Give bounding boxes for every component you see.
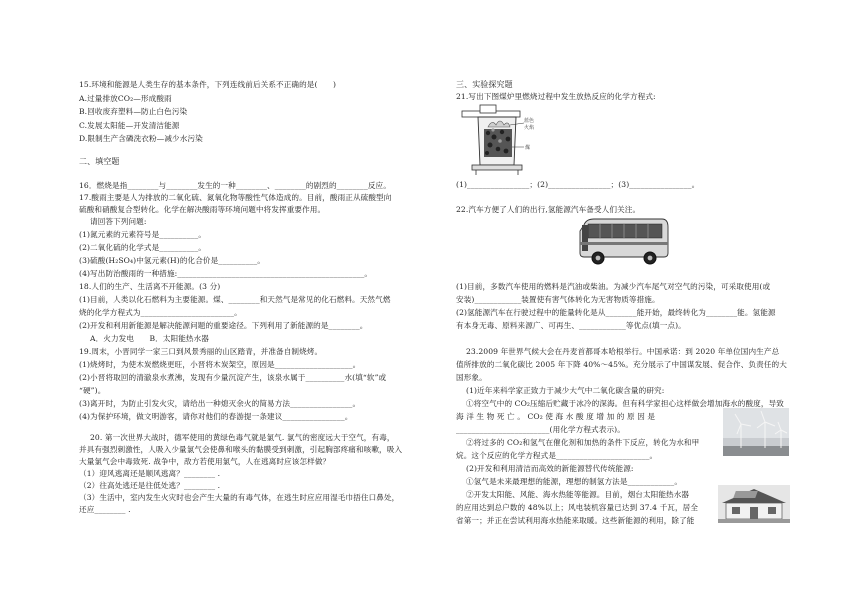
q17-text-1: 17.酸雨主要是人为排放的二氧化硫、氮氧化物等酸性气体造成的。目前，酸雨正从硫酸型向 [79, 193, 392, 202]
q17-item-4: (4)写出防治酸雨的一种措施:________________________________________________。 [79, 269, 373, 278]
q23-item-1-a2: 海 洋 生 物 死 亡 。 CO₂ 使 海 水 酸 度 增 加 的 原 因 是 [456, 412, 656, 421]
bus-figure [578, 215, 670, 267]
q15-option-b: B.回收废弃塑料—防止白色污染 [79, 107, 188, 116]
q17-prompt: 请回答下列问题: [90, 217, 147, 226]
coal-pile [484, 128, 512, 157]
q15-option-d: D.限制生产含磷洗衣粉—减少水污染 [79, 134, 203, 143]
q19-stem: 19.周末，小晋同学一家三口到风景秀丽的山区踏青，并准备自制烧烤。 [79, 347, 323, 356]
house-photo [718, 485, 790, 523]
q23-item-1: (1)近年来科学家正致力于减少大气中二氧化碳含量的研究: [466, 386, 665, 395]
q23-item-2-a: ①氢气是未来最理想的能源，理想的制氢方法是____________。 [466, 477, 683, 486]
q19-item-4: (4)为保护环境，做文明游客，请你对他们的春游提一条建议________________。 [79, 412, 353, 421]
q23-text-3: 国形象。 [456, 373, 487, 382]
q18-item-1a: (1)目前，人类以化石燃料为主要能源。煤、________和天然气是常见的化石燃料。天然气燃 [79, 295, 391, 304]
q17-item-3: (3)硫酸(H₂SO₄)中氢元素(H)的化合价是__________。 [79, 256, 265, 265]
q19-item-2b: “硬”)。 [79, 386, 106, 395]
q22-item-2a: (2)氢能源汽车在行驶过程中的能量转化是从________能开始，最终转化为________能。氢能源 [456, 308, 776, 317]
q17-item-2: (2)二氧化硫的化学式是__________。 [79, 243, 206, 252]
q20-text-1: 20. 第一次世界大战时，德军使用的黄绿色毒气就是氯气. 氯气的密度远大于空气，有毒， [90, 433, 395, 442]
q18-item-2: (2)开发和利用新能源是解决能源问题的重要途径。下列利用了新能源的是________。 [79, 321, 368, 330]
q23-text-2: 值所排放的二氧化碳比 2005 年下降 40%～45%。充分展示了中国谋发展、促合作、负责任的大 [456, 360, 787, 369]
q17-text-2: 硫酸和硝酸复合型转化。化学在解决酸雨等环境问题中将发挥重要作用。 [79, 205, 326, 214]
wind-turbine-photo [723, 408, 789, 456]
q18-item-1b: 烧的化学方程式为________________________。 [79, 308, 242, 317]
q22-item-1b: 安装)____________装置使有害气体转化为无害物质等措施。 [456, 295, 660, 304]
stove-label-flame: 火焰 [524, 125, 535, 131]
q22-stem: 22.汽车方便了人们的出行,氢能源汽车备受人们关注。 [456, 205, 641, 214]
q23-item-2-b3: 省第一；并正在尝试利用海水热能来取暖。这些新能源的利用，除了能 [456, 516, 695, 525]
q21-stem: 21.写出下图煤炉里燃烧过程中发生放热反应的化学方程式: [456, 92, 656, 101]
q23-item-1-a1: ①将空气中的 CO₂压缩后贮藏于冰冷的深海。但有科学家担心这样做会增加海水的酸度，导致 [466, 399, 784, 408]
q15-stem: 15.环境和能源是人类生存的基本条件，下列连线前后关系不正确的是( ) [79, 80, 337, 89]
q23-item-1-b2: 烷。这个反应的化学方程式是________________________。 [456, 451, 658, 460]
q23-item-2: (2)开发和利用清洁而高效的新能源替代传统能源: [466, 464, 634, 473]
stove-label-coal: 煤 [525, 145, 531, 151]
q20-item-3a: （3）生活中，室内发生火灾时也会产生大量的有毒气体，在逃生时应应用湿毛巾捂住口鼻处， [79, 493, 400, 502]
q22-item-1a: (1)目前，多数汽车使用的燃料是汽油或柴油。为减少汽车尾气对空气的污染，可采取使用(或 [456, 282, 771, 291]
q19-item-1: (1)烧烤时，为使木炭燃烧更旺，小晋将木炭架空，原因是____________________。 [79, 360, 361, 369]
q23-text-1: 23.2009 年世界气候大会在丹麦首都哥本哈根举行。中国承诺：到 2020 年单位国内生产总 [466, 347, 780, 356]
q23-item-1-b1: ②将过多的 CO₂和氢气在催化剂和加热的条件下反应，转化为水和甲 [466, 438, 700, 447]
q15-option-c: C.发展太阳能—开发清洁能源 [79, 121, 180, 130]
coal-stove-figure [458, 103, 544, 177]
q23-item-2-b1: ②开发太阳能、风能、海水热能等能源。目前，烟台太阳能热水器 [466, 490, 690, 499]
q19-item-2a: (2)小晋将取回的清澈泉水煮沸，发现有少量沉淀产生，该泉水属于__________水(填“软”或 [79, 373, 387, 382]
stove-label-blue: 蓝色 [524, 118, 535, 124]
section-fill-blank-heading: 二、填空题 [79, 157, 120, 166]
q18-options: A．火力发电 B．太阳能热水器 [90, 334, 209, 343]
q22-item-2b: 有本身无毒、原料来源广、可再生、____________等优点(填一点)。 [456, 321, 686, 330]
q20-text-2: 并具有强烈刺激性，人吸入少量氯气会使鼻和喉头的黏膜受到刺激，引起胸部疼痛和咳嗽，吸入 [79, 445, 403, 454]
q17-item-1: (1)氮元素的元素符号是__________。 [79, 230, 206, 239]
q16-text: 16．燃烧是指________与________发生的一种________、________的剧烈的________反应。 [79, 181, 391, 190]
q20-item-2: （2）往高处逃还是往低处逃？________ . [79, 481, 221, 490]
q18-stem: 18.人们的生产、生活离不开能源。(3 分) [79, 282, 221, 291]
section-experiment-heading: 三、实验探究题 [456, 80, 513, 89]
q15-option-a: A.过量排放CO₂—形成酸雨 [79, 94, 172, 103]
q23-item-2-b2: 的应用达到总户数的 48%以上；风电装机容量已达到 37.4 千瓦，居全 [456, 503, 699, 512]
q20-text-3: 大量氯气会中毒致死. 战争中，敌方若使用氯气，人在逃离时应该怎样做？ [79, 457, 331, 466]
q20-item-3b: 还应________ . [79, 505, 131, 514]
q21-answers: (1)________________；(2)________________；(3)________________。 [456, 180, 700, 189]
q20-item-1: （1）迎风逃离还是顺风逃离？________ . [79, 469, 221, 478]
q19-item-3: (3)离开时，为防止引发火灾，请给出一种熄灭余火的简易方法________________。 [79, 399, 361, 408]
q23-item-1-a3: ________________________(用化学方程式表示)。 [456, 425, 625, 434]
